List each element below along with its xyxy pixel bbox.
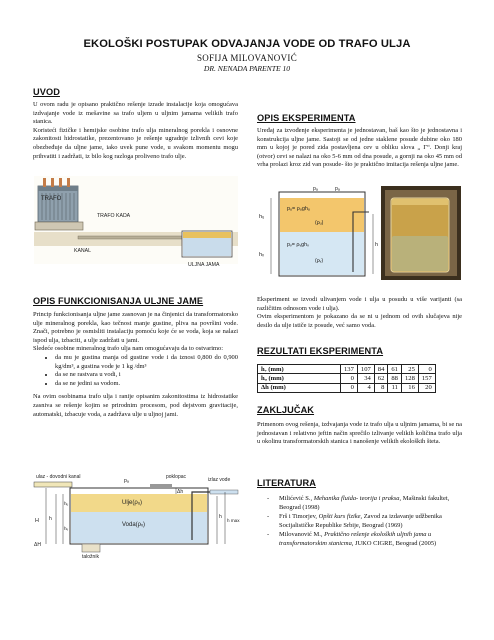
kanal-label: KANAL: [74, 248, 92, 254]
pa-right-label: pₐ: [335, 186, 340, 192]
experiment-result-text: [257, 296, 462, 330]
rho-water-label: (ρᵥ): [315, 258, 324, 264]
rezultati-heading: REZULTATI EKSPERIMENTA: [257, 346, 384, 356]
oil-region: [280, 198, 364, 232]
reference-title: Praktično rešenje ekoloških uljnih jama u transformatorskim stanicma,: [279, 531, 432, 547]
h-right-label: h: [219, 514, 222, 520]
zakljucak-text: [257, 421, 462, 447]
table-cell: 62: [374, 374, 388, 383]
jama-label: ULJNA JAMA: [188, 262, 220, 268]
table-cell: 11: [388, 383, 402, 392]
outlet-label: izlaz vode: [208, 477, 231, 483]
oil-property-item: • da mu je gustina manja od gustine vode i da iznosi 0,800 do 0,900 kg/dm³, a gustina vode je 1 kg /dm³: [55, 354, 238, 371]
inlet-label: ulaz - dovodni kanal: [36, 474, 81, 480]
oil-property-item: • da se ne jedini sa vodom.: [55, 380, 238, 389]
results-table: [257, 364, 436, 393]
oil-properties-list: [33, 354, 238, 388]
table-cell: 137: [341, 365, 358, 374]
table-cell: 61: [388, 365, 402, 374]
experiment-paragraph-2: Eksperiment se izvodi ulivanjem vode i ulja u posudu u više varijanti (sa različitim odnosom vode i ulja).: [257, 296, 462, 312]
water-pressure-eq: pᵥ= ρᵥghᵥ: [287, 242, 309, 248]
h-left-label: h: [49, 516, 52, 522]
table-cell: 128: [401, 374, 418, 383]
inlet-channel: [34, 482, 72, 487]
oil-label: Ulje(ρᵤ): [122, 500, 143, 506]
reference-rest: JUKO CIGRE, Beograd (2005): [353, 539, 437, 547]
pa-label: pₐ: [124, 478, 129, 484]
kada-label: TRAFO KADA: [97, 213, 131, 219]
table-row: [258, 383, 436, 392]
experiment-paragraph-3: Ovim eksperimentom je pokazano da se ni u jednom od ovih slučajeva nije desilo da ulje ističe iz posude, već samo voda.: [257, 313, 462, 329]
h-side-label: h: [375, 242, 378, 248]
eksperiment-text: [257, 127, 462, 170]
table-cell: 157: [418, 374, 435, 383]
table-cell: 0: [341, 374, 358, 383]
table-row: [258, 374, 436, 383]
funkc-paragraph-1: Princip funkcionisanja uljne jame zasnovan je na činjenici da transformatorsko ulje mineralnog porekla, kao tečnost manje gustine, pliva na površini vode. Znači, potrebno je osmisliti instalaciju pomoću koje će se voda, koja se nalazi ispod ulja, izbaciti, a ulje zadržati u jami.: [33, 311, 238, 344]
eksperiment-heading: OPIS EKSPERIMENTA: [257, 113, 356, 123]
table-cell: 8: [374, 383, 388, 392]
oil-pit-schematic: [32, 472, 242, 558]
uvod-paragraph-1: U ovom radu je opisano praktično rešenje izrade instalacije koja omogućava izdvajanje vode iz mešavine sa trafo uljem u uljnim jamama velikih trafo stanica.: [33, 101, 238, 126]
table-cell: 34: [357, 374, 374, 383]
row-label: hᵥ (mm): [258, 365, 341, 374]
hv-label: hᵥ: [64, 526, 69, 531]
DH-label: ΔH: [34, 542, 41, 548]
water-region: [280, 232, 364, 275]
row-label: Δh (mm): [258, 383, 341, 392]
table-cell: 0: [418, 365, 435, 374]
funkc-paragraph-2: Sledeće osobine mineralnog trafo ulja nam omogućavaju da to ostvarimo:: [33, 345, 224, 353]
kanal-pipe: [78, 236, 183, 239]
taloznik: [82, 544, 100, 552]
water-label: Voda(ρᵥ): [122, 522, 146, 528]
table-row: [258, 365, 436, 374]
trafo-kada: [35, 222, 83, 230]
literatura-heading: LITERATURA: [257, 478, 317, 488]
author-name: SOFIJA MILOVANOVIĆ: [197, 53, 297, 63]
table-cell: 107: [357, 365, 374, 374]
reference-item: [257, 495, 462, 512]
trafo-label: TRAFO: [41, 196, 62, 202]
table-cell: 84: [374, 365, 388, 374]
lid-label: poklopac: [166, 474, 187, 480]
reference-item: [257, 513, 462, 530]
hv-side-label: hᵥ: [259, 252, 264, 258]
uvod-paragraph-2: Koristeći fizičke i hemijske osobine trafo ulja mineralnog porekla i osnovne zakonitosti hidrostatike, prezentovano je rešenje ugradnje izlivnih cevi koje obezbeđuje da uljne jame, iako uvek pune vode, u svakom momentu mogu prihvatiti i zadržati, iz bilo kog razloga proliveno trafo ulje.: [33, 126, 238, 160]
reference-title: Opšti kurs fizike,: [318, 513, 363, 520]
table-cell: 4: [357, 383, 374, 392]
reference-title: Mehanika fluida- teorija i praksa,: [313, 495, 402, 502]
hu-label: hᵤ: [64, 501, 69, 506]
taloznik-label: taložnik: [82, 554, 99, 558]
lid: [150, 484, 172, 488]
paper-title: EKOLOŠKI POSTUPAK ODVAJANJA VODE OD TRAFO ULJA: [83, 38, 411, 50]
H-label: H: [35, 518, 39, 524]
funkc-heading: OPIS FUNKCIONISANJA ULJNE JAME: [33, 296, 204, 306]
experiment-figure: [257, 184, 463, 282]
funkc-paragraph-3: Na ovim osobinama trafo ulja i ranije opisanim zakonitostima iz hidrostatike zasniva se rešenje kojim se prirodnim procesom, pod dejstvom gravitacije, automatski, izbacuje voda, a zadržava ulje u uljnoj jami.: [33, 393, 238, 418]
hmax-label: h max: [227, 518, 240, 523]
uvod-heading: UVOD: [33, 87, 60, 97]
trafo-station-figure: [30, 176, 242, 268]
table-cell: 88: [388, 374, 402, 383]
reference-rest: Mašinski fakultet, Beograd (1998): [279, 495, 450, 511]
hu-side-label: hᵤ: [259, 214, 265, 220]
row-label: hᵤ (mm): [258, 374, 341, 383]
oil-pressure-eq: pᵤ= ρᵤghᵤ: [287, 206, 310, 212]
mentor-name: DR. NENADA PARENTE 10: [203, 64, 291, 73]
rho-oil-label: (ρᵤ): [315, 220, 324, 226]
oil-property-item: • da se ne rastvara u vodi, i: [55, 371, 238, 380]
funkc-text: [33, 311, 238, 419]
table-cell: 16: [401, 383, 418, 392]
reference-item: [257, 531, 462, 548]
uvod-text: [33, 101, 238, 161]
zakljucak-heading: ZAKLJUČAK: [257, 405, 315, 415]
dh-label: Δh: [177, 489, 184, 495]
table-cell: 0: [341, 383, 358, 392]
literatura-list: [257, 495, 462, 549]
reference-rest: Zavod za izdavanje udžbenika Socijalističke Republike Srbije, Beograd (1969): [279, 513, 442, 529]
table-cell: 25: [401, 365, 418, 374]
eksperiment-paragraph-1: Uređaj za izvođenje eksperimenta je jednostavan, baš kao što je jednostavna i konstrukcija uljne jame. Sastoji se od jedne staklene posude dubine oko 180 mm u kojoj je pored zida postavljena cev u obliku slova „ Γ“. Donji kraj (otvor) cevi se nalazi na oko 5-6 mm od dna posude, a gornji na oko 45 mm od vrha prolazi kroz zid van posude- što je praktično imitacija rešenja uljne jame.: [257, 127, 462, 169]
table-cell: 20: [418, 383, 435, 392]
reference-author: Milićević S.,: [279, 495, 314, 502]
pa-left-label: pₐ: [313, 186, 318, 192]
zakljucak-paragraph: Primenom ovog rešenja, izdvajanja vode iz trafo ulja u uljnim jamama, bi se na jednostavan i relativno jeftin način sprečilo izlivanje velikih količina trafo ulja u okolinu transformatorskih stanica i nanošenje velikih ekoloških šteta.: [257, 421, 462, 446]
reference-author: Frš i Timorjev,: [279, 513, 319, 520]
reference-author: Milovanović M.,: [279, 531, 325, 538]
